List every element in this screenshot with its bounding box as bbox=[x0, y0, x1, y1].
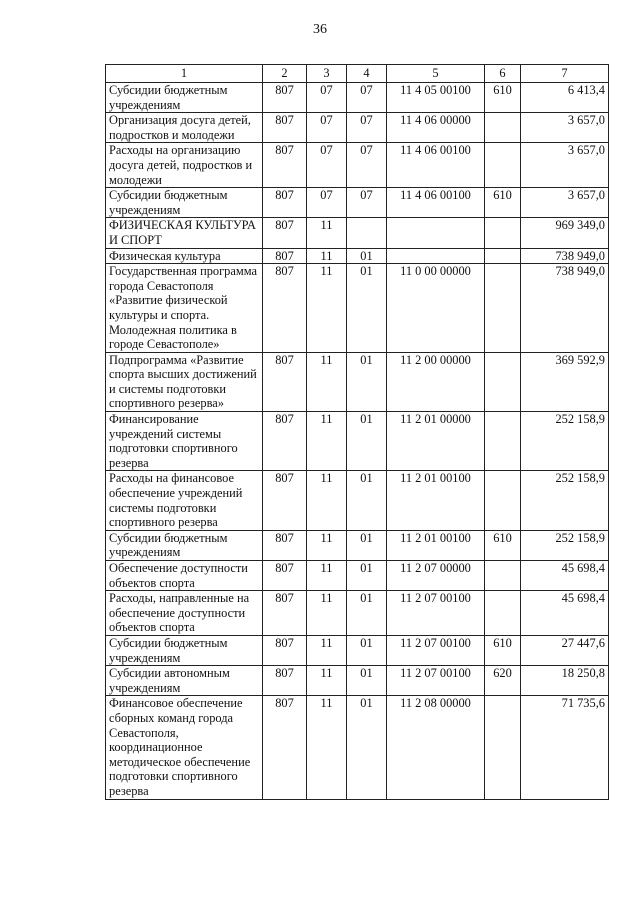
subsection-code-cell: 01 bbox=[347, 352, 387, 411]
table-row bbox=[106, 264, 609, 353]
subsection-code-cell: 01 bbox=[347, 696, 387, 799]
target-item-cell: 11 2 00 00000 bbox=[387, 352, 485, 411]
table-row bbox=[106, 83, 609, 113]
subsection-code-cell: 01 bbox=[347, 561, 387, 591]
ministry-code-cell: 807 bbox=[263, 471, 307, 530]
target-item-cell: 11 4 06 00100 bbox=[387, 188, 485, 218]
subsection-code-cell: 01 bbox=[347, 264, 387, 353]
item-name-cell: Финансирование учреждений системы подготовки спортивного резерва bbox=[106, 412, 263, 471]
target-item-cell bbox=[387, 218, 485, 248]
item-name-cell: Государственная программа города Севастополя «Развитие физической культуры и спорта. Молодежная политика в городе Севастополе» bbox=[106, 264, 263, 353]
target-item-cell: 11 2 01 00100 bbox=[387, 471, 485, 530]
target-item-cell: 11 2 01 00100 bbox=[387, 530, 485, 560]
amount-cell: 252 158,9 bbox=[521, 530, 609, 560]
subsection-code-cell: 01 bbox=[347, 412, 387, 471]
section-code-cell: 11 bbox=[307, 352, 347, 411]
expense-type-cell bbox=[485, 471, 521, 530]
expense-type-cell: 610 bbox=[485, 83, 521, 113]
budget-table bbox=[105, 64, 609, 800]
subsection-code-cell: 01 bbox=[347, 530, 387, 560]
amount-cell: 738 949,0 bbox=[521, 264, 609, 353]
column-header: 2 bbox=[263, 65, 307, 83]
column-header: 5 bbox=[387, 65, 485, 83]
page-number: 36 bbox=[313, 22, 327, 37]
ministry-code-cell: 807 bbox=[263, 591, 307, 636]
section-code-cell: 07 bbox=[307, 83, 347, 113]
section-code-cell: 11 bbox=[307, 561, 347, 591]
table-header-row bbox=[106, 65, 609, 83]
subsection-code-cell: 01 bbox=[347, 635, 387, 665]
item-name-cell: Расходы на финансовое обеспечение учреждений системы подготовки спортивного резерва bbox=[106, 471, 263, 530]
ministry-code-cell: 807 bbox=[263, 561, 307, 591]
expense-type-cell bbox=[485, 248, 521, 264]
table-row bbox=[106, 666, 609, 696]
subsection-code-cell bbox=[347, 218, 387, 248]
section-code-cell: 11 bbox=[307, 218, 347, 248]
subsection-code-cell: 01 bbox=[347, 591, 387, 636]
amount-cell: 6 413,4 bbox=[521, 83, 609, 113]
expense-type-cell bbox=[485, 113, 521, 143]
ministry-code-cell: 807 bbox=[263, 248, 307, 264]
amount-cell: 969 349,0 bbox=[521, 218, 609, 248]
section-code-cell: 07 bbox=[307, 113, 347, 143]
expense-type-cell bbox=[485, 591, 521, 636]
ministry-code-cell: 807 bbox=[263, 352, 307, 411]
section-code-cell: 07 bbox=[307, 143, 347, 188]
section-code-cell: 11 bbox=[307, 530, 347, 560]
amount-cell: 252 158,9 bbox=[521, 412, 609, 471]
table-row bbox=[106, 561, 609, 591]
section-code-cell: 11 bbox=[307, 412, 347, 471]
amount-cell: 738 949,0 bbox=[521, 248, 609, 264]
target-item-cell: 11 4 06 00000 bbox=[387, 113, 485, 143]
expense-type-cell: 610 bbox=[485, 188, 521, 218]
target-item-cell bbox=[387, 248, 485, 264]
expense-type-cell bbox=[485, 561, 521, 591]
section-code-cell: 11 bbox=[307, 635, 347, 665]
item-name-cell: Расходы на организацию досуга детей, подростков и молодежи bbox=[106, 143, 263, 188]
expense-type-cell: 610 bbox=[485, 635, 521, 665]
subsection-code-cell: 01 bbox=[347, 666, 387, 696]
table-row bbox=[106, 352, 609, 411]
item-name-cell: Подпрограмма «Развитие спорта высших достижений и системы подготовки спортивного резерва» bbox=[106, 352, 263, 411]
item-name-cell: Финансовое обеспечение сборных команд города Севастополя, координационное методическое обеспечение подготовки спортивного резерва bbox=[106, 696, 263, 799]
subsection-code-cell: 07 bbox=[347, 188, 387, 218]
expense-type-cell: 610 bbox=[485, 530, 521, 560]
ministry-code-cell: 807 bbox=[263, 530, 307, 560]
ministry-code-cell: 807 bbox=[263, 696, 307, 799]
target-item-cell: 11 2 08 00000 bbox=[387, 696, 485, 799]
ministry-code-cell: 807 bbox=[263, 218, 307, 248]
amount-cell: 3 657,0 bbox=[521, 143, 609, 188]
target-item-cell: 11 4 06 00100 bbox=[387, 143, 485, 188]
item-name-cell: Субсидии бюджетным учреждениям bbox=[106, 635, 263, 665]
ministry-code-cell: 807 bbox=[263, 635, 307, 665]
item-name-cell: Организация досуга детей, подростков и молодежи bbox=[106, 113, 263, 143]
table-row bbox=[106, 218, 609, 248]
expense-type-cell: 620 bbox=[485, 666, 521, 696]
table-row bbox=[106, 188, 609, 218]
target-item-cell: 11 2 07 00100 bbox=[387, 591, 485, 636]
subsection-code-cell: 01 bbox=[347, 248, 387, 264]
table-row bbox=[106, 696, 609, 799]
amount-cell: 369 592,9 bbox=[521, 352, 609, 411]
target-item-cell: 11 2 07 00100 bbox=[387, 635, 485, 665]
target-item-cell: 11 0 00 00000 bbox=[387, 264, 485, 353]
ministry-code-cell: 807 bbox=[263, 412, 307, 471]
section-code-cell: 07 bbox=[307, 188, 347, 218]
table-row bbox=[106, 591, 609, 636]
item-name-cell: Обеспечение доступности объектов спорта bbox=[106, 561, 263, 591]
table-row bbox=[106, 412, 609, 471]
item-name-cell: Субсидии бюджетным учреждениям bbox=[106, 83, 263, 113]
item-name-cell: Физическая культура bbox=[106, 248, 263, 264]
amount-cell: 3 657,0 bbox=[521, 188, 609, 218]
expense-type-cell bbox=[485, 143, 521, 188]
ministry-code-cell: 807 bbox=[263, 143, 307, 188]
target-item-cell: 11 2 01 00000 bbox=[387, 412, 485, 471]
expense-type-cell bbox=[485, 264, 521, 353]
amount-cell: 71 735,6 bbox=[521, 696, 609, 799]
subsection-code-cell: 07 bbox=[347, 143, 387, 188]
column-header: 4 bbox=[347, 65, 387, 83]
expense-type-cell bbox=[485, 696, 521, 799]
item-name-cell: Субсидии бюджетным учреждениям bbox=[106, 530, 263, 560]
amount-cell: 45 698,4 bbox=[521, 561, 609, 591]
amount-cell: 45 698,4 bbox=[521, 591, 609, 636]
column-header: 6 bbox=[485, 65, 521, 83]
ministry-code-cell: 807 bbox=[263, 666, 307, 696]
section-code-cell: 11 bbox=[307, 696, 347, 799]
target-item-cell: 11 2 07 00100 bbox=[387, 666, 485, 696]
subsection-code-cell: 07 bbox=[347, 113, 387, 143]
item-name-cell: Субсидии автономным учреждениям bbox=[106, 666, 263, 696]
target-item-cell: 11 4 05 00100 bbox=[387, 83, 485, 113]
amount-cell: 3 657,0 bbox=[521, 113, 609, 143]
item-name-cell: Расходы, направленные на обеспечение доступности объектов спорта bbox=[106, 591, 263, 636]
section-code-cell: 11 bbox=[307, 666, 347, 696]
column-header: 1 bbox=[106, 65, 263, 83]
item-name-cell: Субсидии бюджетным учреждениям bbox=[106, 188, 263, 218]
expense-type-cell bbox=[485, 218, 521, 248]
section-code-cell: 11 bbox=[307, 471, 347, 530]
table-row bbox=[106, 143, 609, 188]
amount-cell: 18 250,8 bbox=[521, 666, 609, 696]
table-row bbox=[106, 635, 609, 665]
expense-type-cell bbox=[485, 412, 521, 471]
section-code-cell: 11 bbox=[307, 248, 347, 264]
column-header: 7 bbox=[521, 65, 609, 83]
expense-type-cell bbox=[485, 352, 521, 411]
table-row bbox=[106, 530, 609, 560]
subsection-code-cell: 07 bbox=[347, 83, 387, 113]
section-code-cell: 11 bbox=[307, 264, 347, 353]
column-header: 3 bbox=[307, 65, 347, 83]
ministry-code-cell: 807 bbox=[263, 264, 307, 353]
subsection-code-cell: 01 bbox=[347, 471, 387, 530]
target-item-cell: 11 2 07 00000 bbox=[387, 561, 485, 591]
ministry-code-cell: 807 bbox=[263, 83, 307, 113]
ministry-code-cell: 807 bbox=[263, 188, 307, 218]
amount-cell: 252 158,9 bbox=[521, 471, 609, 530]
ministry-code-cell: 807 bbox=[263, 113, 307, 143]
section-code-cell: 11 bbox=[307, 591, 347, 636]
item-name-cell: ФИЗИЧЕСКАЯ КУЛЬТУРА И СПОРТ bbox=[106, 218, 263, 248]
table-row bbox=[106, 248, 609, 264]
table-row bbox=[106, 471, 609, 530]
amount-cell: 27 447,6 bbox=[521, 635, 609, 665]
table-row bbox=[106, 113, 609, 143]
